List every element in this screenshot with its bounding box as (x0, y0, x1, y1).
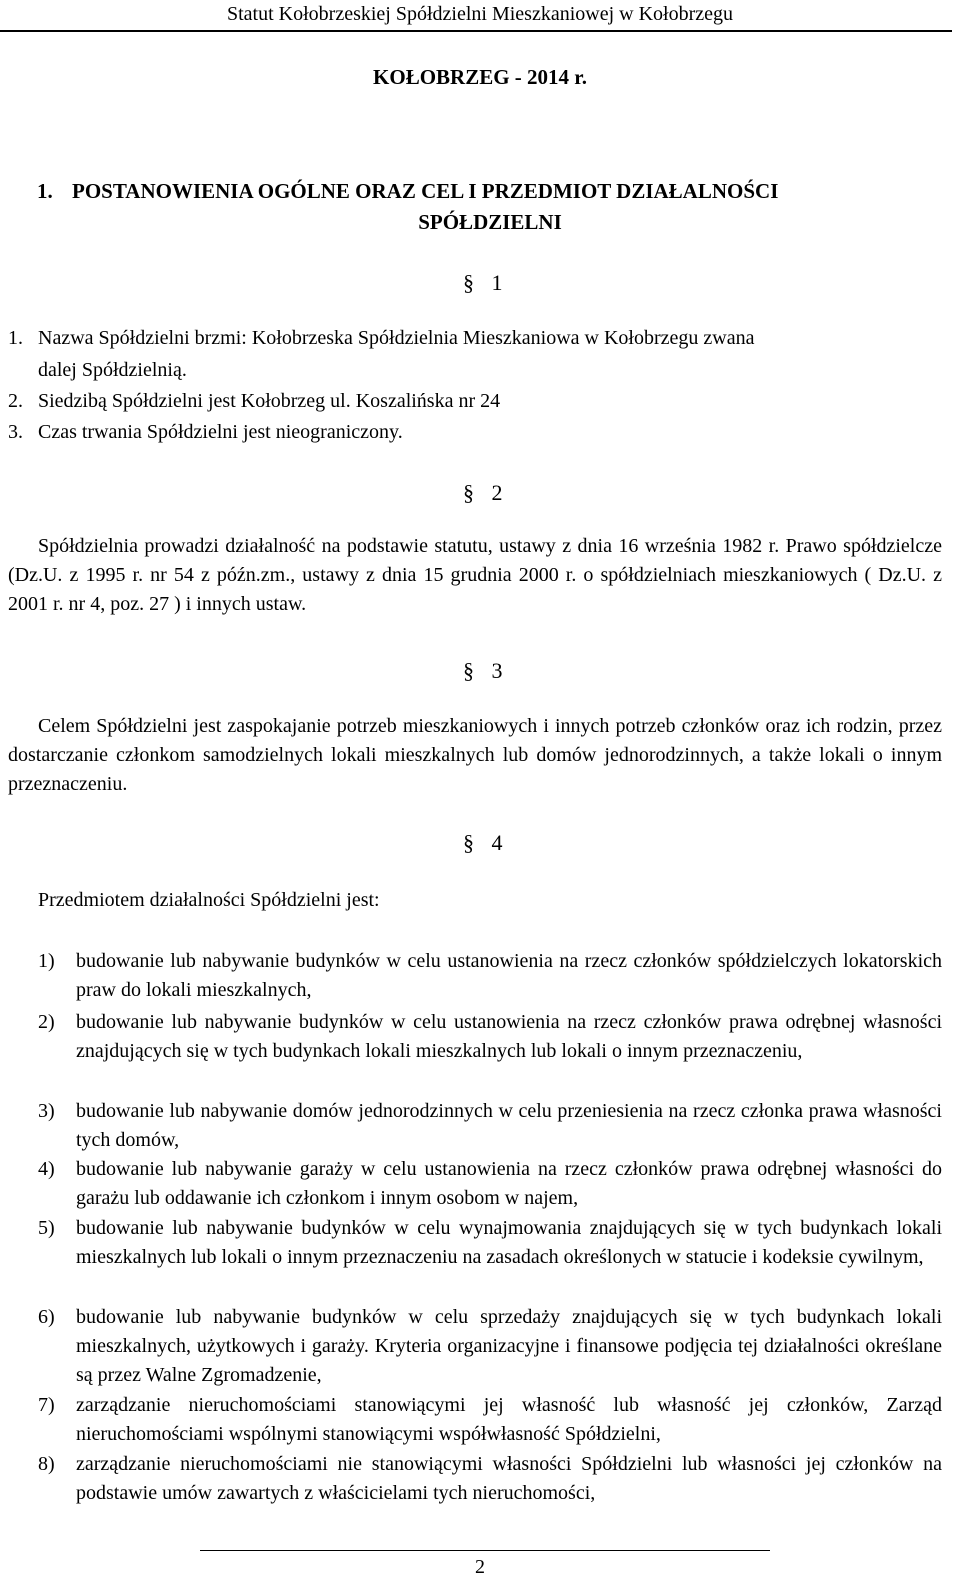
paragraph-sign: § (463, 270, 474, 295)
page-number: 2 (475, 1556, 485, 1578)
chapter-title-line1: POSTANOWIENIA OGÓLNE ORAZ CEL I PRZEDMIOT DZIAŁALNOŚCI (72, 179, 779, 203)
list-item-text: budowanie lub nabywanie budynków w celu ustanowienia na rzecz członków prawa odrębnej własności znajdujących się w tych budynkach lokali mieszkalnych lub lokali o innym przeznaczeniu, (76, 1011, 942, 1062)
list-item-text: budowanie lub nabywanie budynków w celu sprzedaży znajdujących się w tych budynkach lokali mieszkalnych, użytkowych i garaży. Kryteria organizacyjne i finansowe podjęcia tej działalności określane są przez Walne Zgromadzenie, (76, 1306, 942, 1386)
list-item-text: budowanie lub nabywanie budynków w celu wynajmowania znajdujących się w tych budynkach lokali mieszkalnych lub lokali o innym przeznaczeniu na zasadach określonych w statucie i kodeksie cywilnym, (76, 1217, 942, 1268)
list-item-number: 6) (38, 1306, 55, 1328)
list-item (38, 1303, 942, 1390)
chapter-number: 1. (37, 179, 53, 203)
list-item (38, 1214, 942, 1272)
list-item-text: budowanie lub nabywanie domów jednorodzinnych w celu przeniesienia na rzecz członka prawa własności tych domów, (76, 1100, 942, 1151)
s1-item-text: Nazwa Spółdzielni brzmi: Kołobrzeska Spółdzielnia Mieszkaniowa w Kołobrzegu zwana (38, 327, 755, 349)
list-item (38, 1008, 942, 1066)
s1-item-text-cont: dalej Spółdzielnią. (38, 359, 187, 381)
section-2-text: Spółdzielnia prowadzi działalność na podstawie statutu, ustawy z dnia 16 września 1982 r. Prawo spółdzielcze (Dz.U. z 1995 r. nr 54 z późn.zm., ustawy z dnia 15 grudnia 2000 r. o spółdzielniach mieszkaniowych ( Dz.U. z 2001 r. nr 4, poz. 27 ) i innych ustaw. (8, 535, 942, 615)
list-item-number: 4) (38, 1158, 55, 1180)
paragraph-sign: § (463, 830, 474, 855)
paragraph-sign: § (463, 658, 474, 683)
list-item-number: 1) (38, 950, 55, 972)
section-4-heading (463, 828, 503, 858)
section-3-heading (463, 656, 503, 686)
section-number: 1 (491, 270, 503, 295)
section-2-heading (463, 478, 503, 508)
s1-item-text: Siedzibą Spółdzielni jest Kołobrzeg ul. Koszalińska nr 24 (38, 390, 501, 412)
list-item-text: budowanie lub nabywanie budynków w celu ustanowienia na rzecz członków spółdzielczych lokatorskich praw do lokali mieszkalnych, (76, 950, 942, 1001)
s1-item-num: 2. (8, 390, 23, 412)
list-item-number: 2) (38, 1011, 55, 1033)
footer-rule (200, 1550, 770, 1551)
list-item (38, 1450, 942, 1508)
document-title: KOŁOBRZEG - 2014 r. (373, 65, 587, 89)
section-1-heading (463, 268, 503, 298)
paragraph-sign: § (463, 480, 474, 505)
list-item-number: 8) (38, 1453, 55, 1475)
list-item (38, 1097, 942, 1155)
list-item (38, 1391, 942, 1449)
list-item-number: 3) (38, 1100, 55, 1122)
list-item-text: zarządzanie nieruchomościami stanowiącymi jej własność lub własność jej członków, Zarząd nieruchomościami wspólnymi stanowiącymi współwłasność Spółdzielni, (76, 1394, 942, 1445)
running-header: Statut Kołobrzeskiej Spółdzielni Mieszkaniowej w Kołobrzegu (226, 3, 733, 25)
list-item-number: 5) (38, 1217, 55, 1239)
list-item-text: budowanie lub nabywanie garaży w celu ustanowienia na rzecz członków prawa odrębnej własności do garażu lub oddawanie ich członkom i innym osobom w najem, (76, 1158, 942, 1209)
list-item (38, 1155, 942, 1213)
section-3-text: Celem Spółdzielni jest zaspokajanie potrzeb mieszkaniowych i innych potrzeb członków oraz ich rodzin, przez dostarczanie członkom samodzielnych lokali mieszkalnych lub domów jednorodzinnych, a także lokali o innym przeznaczeniu. (8, 715, 942, 795)
list-item (38, 947, 942, 1005)
section-4-intro: Przedmiotem działalności Spółdzielni jest: (38, 889, 380, 911)
list-item-text: zarządzanie nieruchomościami nie stanowiącymi własności Spółdzielni lub własności jej członków na podstawie umów zawartych z właścicielami tych nieruchomości, (76, 1453, 942, 1504)
list-item-number: 7) (38, 1394, 55, 1416)
s1-item-text: Czas trwania Spółdzielni jest nieograniczony. (38, 421, 403, 443)
section-number: 2 (491, 480, 503, 505)
section-number: 4 (491, 830, 503, 855)
s1-item-num: 1. (8, 327, 23, 349)
chapter-title-line2: SPÓŁDZIELNI (418, 210, 562, 234)
header-rule (0, 30, 952, 32)
s1-item-num: 3. (8, 421, 23, 443)
section-number: 3 (491, 658, 503, 683)
